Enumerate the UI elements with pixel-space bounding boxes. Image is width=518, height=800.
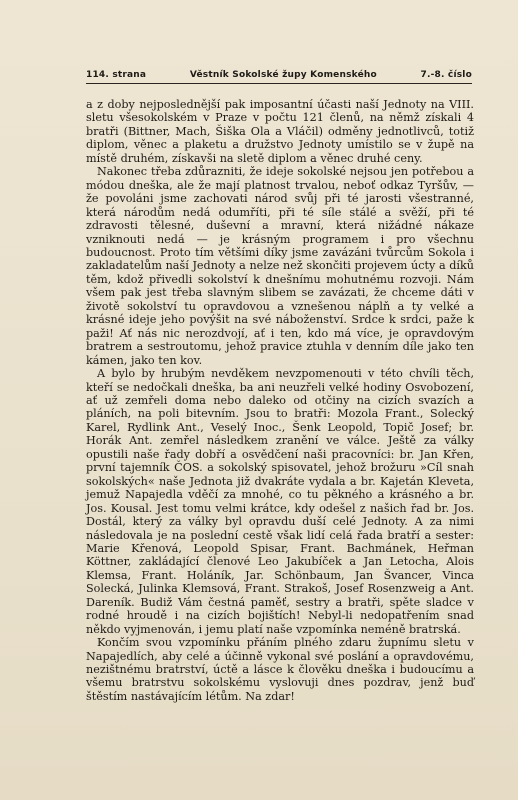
issue-number: 7.-8. číslo: [420, 70, 472, 80]
page-number: 114. strana: [86, 70, 147, 80]
paragraph: a z doby nejposlednější pak imposantní účasti naší Jednoty na VIII. sletu všesokolském v Praze v počtu 121 členů, na němž získali 4 bratři (Bittner, Mach, Šiška Ola a Vláčil) odměny jednotlivců, totiž diplom, věnec a plaketu a družstvo Jednoty umístilo se v župě na místě druhém, získavši na sletě diplom a věnec druhé ceny.: [86, 98, 474, 165]
page-header: [86, 70, 472, 80]
journal-title: Věstník Sokolské župy Komenského: [189, 70, 377, 80]
header-rule: [86, 83, 472, 84]
paragraph: Nakonec třeba zdůrazniti, že ideje sokolské nejsou jen potřebou a módou dneška, ale že mají platnost trvalou, neboť odkaz Tyršův, — že povoláni jsme zachovati národ svůj při té jarosti všestranné, která národům nedá odumříti, při té síle stálé a svěží, při té zdravosti tělesné, duševní a mravní, která nižádné nákaze vzniknouti nedá — je krásným programem i pro všechnu budoucnost. Proto tím většími díky jsme zavázáni tvůrcům Sokola i zakladatelům naší Jednoty a nelze než skončiti projevem úcty a díků těm, kdož přivedli sokolství k dnešnímu mohutnému rozvoji. Nám všem pak jest třeba slavným slibem se zavázati, že chceme dáti v životě sokolství tu opravdovou a vznešenou náplň a ty velké a krásné ideje jeho povýšit na své náboženství. Srdce k srdci, paže k paži! Ať nás nic nerozdvojí, ať i ten, kdo má více, je opravdovým bratrem a sestroutomu, jehož pravice ztuhla v denním díle jako ten kámen, jako ten kov.: [86, 165, 474, 367]
paragraph: A bylo by hrubým nevděkem nevzpomenouti v této chvíli těch, kteří se nedočkali dneška, ba ani neuzřeli velké hodiny Osvobození, ať už zemřeli doma nebo daleko od otčiny na cizích svazích a pláních, na poli bitevním. Jsou to bratři: Mozola Frant., Solecký Karel, Rydlink Ant., Veselý Inoc., Šenk Leopold, Topič Josef; br. Horák Ant. zemřel následkem zranění ve válce. Ještě za války opustili naše řady dobří a osvědčení naši pracovníci: br. Jan Křen, první tajemník ČOS. a sokolský spisovatel, jehož brožuru »Cíl snah sokolských« naše Jednota již dvakráte vydala a br. Kajetán Kleveta, jemuž Napajedla vděčí za mnohé, co tu pěkného a krásného a br. Jos. Kousal. Jest tomu velmi krátce, kdy odešel z našich řad br. Jos. Dostál, který za války byl opravdu duší celé Jednoty. A za nimi následovala je na poslední cestě však lidí celá řada bratří a sester: Marie Křenová, Leopold Spisar, Frant. Bachmánek, Heřman Köttner, zakládající členové Leo Jakubíček a Jan Letocha, Alois Klemsa, Frant. Holáník, Jar. Schönbaum, Jan Švancer, Vinca Solecká, Julinka Klemsová, Frant. Strakoš, Josef Rosenzweig a Ant. Dareník. Budiž Vám čestná paměť, sestry a bratři, spěte sladce v rodné hroudě i na cizích bojištích! Nebyl-li nedopatřením snad někdo vyjmenován, i jemu platí naše vzpomínka neméně bratrská.: [86, 367, 474, 636]
paragraph: Končím svou vzpomínku přáním plného zdaru župnímu sletu v Napajedlích, aby celé a účinně vykonal své poslání a opravdovému, nezištnému bratrství, úctě a lásce k člověku dneška i budoucímu a všemu bratrstvu sokolskému vyslovuji dnes pozdrav, jenž buď štěstím nastávajícím létům. Na zdar!: [86, 636, 474, 703]
article-body: [86, 98, 474, 703]
